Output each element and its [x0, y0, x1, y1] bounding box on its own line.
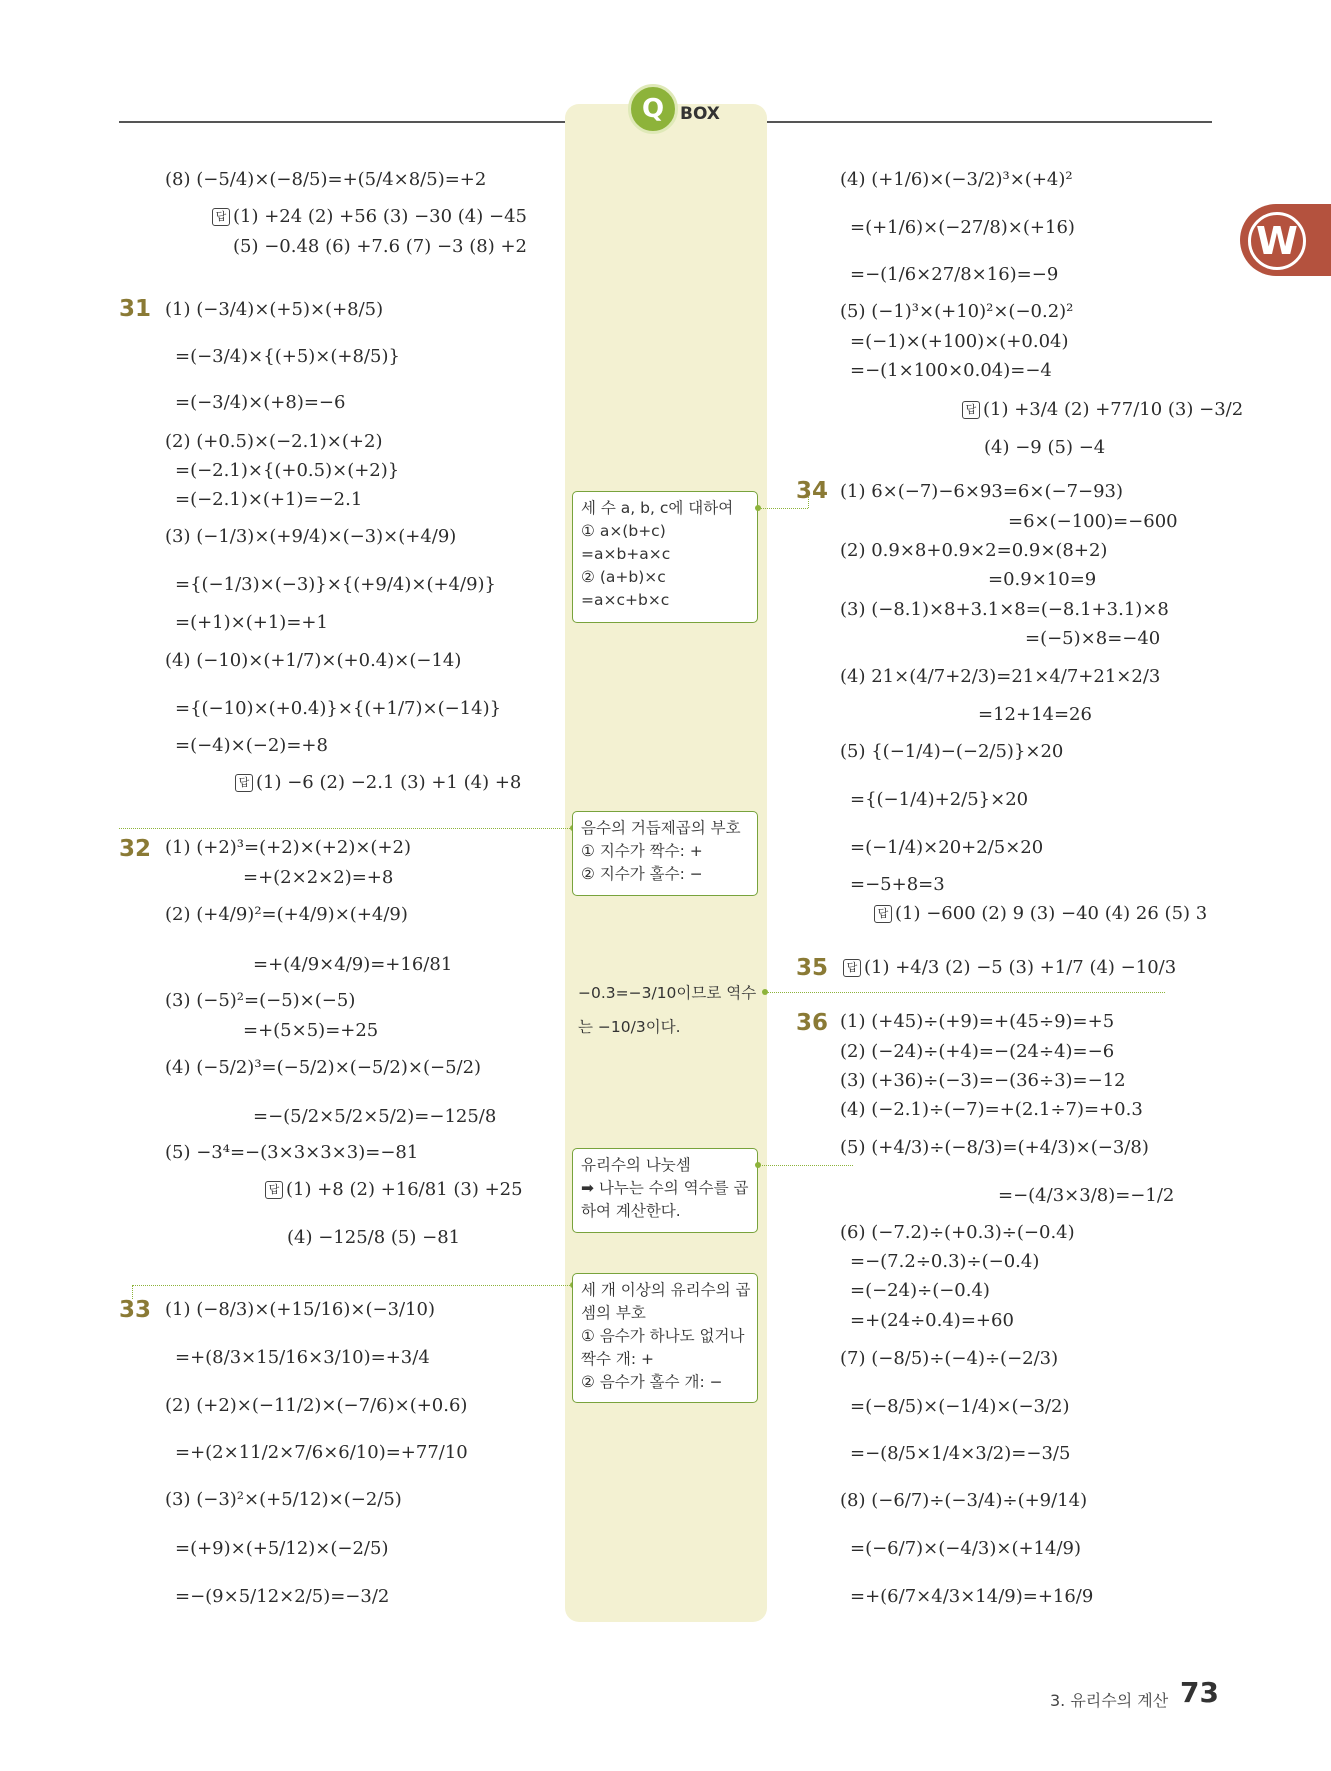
step-line: ={(−1/4)+2/5}×20 — [850, 789, 1029, 810]
step-line: ={(−10)×(+0.4)}×{(+1/7)×(−14)} — [175, 698, 502, 719]
answer-icon: 답 — [843, 959, 861, 977]
answer-30b: (5) −0.48 (6) +7.6 (7) −3 (8) +2 — [233, 236, 527, 257]
step-line: =(−1/4)×20+2/5×20 — [850, 837, 1044, 858]
step-line: =(−3/4)×{(+5)×(+8/5)} — [175, 346, 400, 367]
connector-32 — [119, 828, 572, 829]
note-line: 셈의 부호 — [581, 1304, 646, 1322]
step-line: =(−2.1)×(+1)=−2.1 — [175, 489, 363, 510]
step-line: =(−3/4)×(+8)=−6 — [175, 392, 346, 413]
step-line: (4) 21×(4/7+2/3)=21×4/7+21×2/3 — [840, 666, 1161, 687]
step-line: (3) (−8.1)×8+3.1×8=(−8.1+3.1)×8 — [840, 599, 1169, 620]
step-line: =(+1/6)×(−27/8)×(+16) — [850, 217, 1075, 238]
note-line: ① 지수가 짝수: + — [581, 842, 703, 860]
note-line: ① a×(b+c) — [581, 522, 666, 540]
problem-number-35: 35 — [796, 955, 829, 981]
note-line: ➡ 나누는 수의 역수를 곱 — [581, 1179, 749, 1197]
note-line: ② 지수가 홀수: − — [581, 865, 703, 883]
problem-number-31: 31 — [119, 296, 152, 322]
answer-icon: 답 — [235, 774, 253, 792]
step-line: (7) (−8/5)÷(−4)÷(−2/3) — [840, 1348, 1059, 1369]
step-line: =+(24÷0.4)=+60 — [850, 1310, 1014, 1331]
step-line: =−(4/3×3/8)=−1/2 — [998, 1185, 1175, 1206]
step-line: (4) (−5/2)³=(−5/2)×(−5/2)×(−5/2) — [165, 1057, 482, 1078]
w-badge-icon: W — [1248, 212, 1306, 270]
step-line: =+(8/3×15/16×3/10)=+3/4 — [175, 1347, 430, 1368]
answer-text: (1) −6 (2) −2.1 (3) +1 (4) +8 — [256, 772, 522, 793]
step-line: =(+9)×(+5/12)×(−2/5) — [175, 1538, 389, 1559]
note-line: =a×b+a×c — [581, 545, 671, 563]
note-line: 유리수의 나눗셈 — [581, 1156, 691, 1174]
answer-icon: 답 — [874, 905, 892, 923]
connector-33 — [132, 1285, 572, 1286]
note-line: 하여 계산한다. — [581, 1202, 681, 1220]
answer-text: (1) +24 (2) +56 (3) −30 (4) −45 — [233, 206, 527, 227]
step-line: (3) (−1/3)×(+9/4)×(−3)×(+4/9) — [165, 526, 457, 547]
note-line: 세 개 이상의 유리수의 곱 — [581, 1281, 751, 1299]
answer-text: (1) +3/4 (2) +77/10 (3) −3/2 — [983, 399, 1244, 420]
step-line: =6×(−100)=−600 — [1008, 511, 1178, 532]
connector-33-v — [132, 1285, 133, 1299]
step-line: (1) (+45)÷(+9)=+(45÷9)=+5 — [840, 1011, 1115, 1032]
connector-36 — [758, 1165, 853, 1166]
problem-number-34: 34 — [796, 478, 829, 504]
note-line: ① 음수가 하나도 없거나 — [581, 1327, 745, 1345]
chapter-title: 3. 유리수의 계산 — [1050, 1691, 1169, 1710]
step-line: (8) (−6/7)÷(−3/4)÷(+9/14) — [840, 1490, 1088, 1511]
step-line: (6) (−7.2)÷(+0.3)÷(−0.4) — [840, 1222, 1075, 1243]
problem-number-33: 33 — [119, 1297, 152, 1323]
box-label: BOX — [680, 104, 720, 124]
step-line: (3) (−5)²=(−5)×(−5) — [165, 990, 356, 1011]
step-line: =−(1×100×0.04)=−4 — [850, 360, 1052, 381]
answer-icon: 답 — [962, 401, 980, 419]
answer-33a — [962, 400, 1243, 420]
step-line: (2) (+0.5)×(−2.1)×(+2) — [165, 431, 383, 452]
connector-35 — [765, 992, 1165, 993]
step-line: =(+1)×(+1)=+1 — [175, 612, 328, 633]
step-line: (5) −3⁴=−(3×3×3×3)=−81 — [165, 1142, 419, 1163]
answer-33b: (4) −9 (5) −4 — [984, 437, 1106, 458]
step-line: =(−8/5)×(−1/4)×(−3/2) — [850, 1396, 1070, 1417]
page-number: 73 — [1180, 1676, 1219, 1709]
step-line: =(−4)×(−2)=+8 — [175, 735, 328, 756]
step-line: (5) (+4/3)÷(−8/3)=(+4/3)×(−3/8) — [840, 1137, 1149, 1158]
step-line: =+(2×11/2×7/6×6/10)=+77/10 — [175, 1442, 468, 1463]
step-line: (1) (−8/3)×(+15/16)×(−3/10) — [165, 1299, 436, 1320]
step-line: =0.9×10=9 — [988, 569, 1097, 590]
problem-number-36: 36 — [796, 1010, 829, 1036]
step-line: =(−2.1)×{(+0.5)×(+2)} — [175, 460, 400, 481]
answer-icon: 답 — [265, 1181, 283, 1199]
note-distributive — [572, 491, 758, 623]
step-line: =+(2×2×2)=+8 — [243, 867, 394, 888]
step-line: (3) (+36)÷(−3)=−(36÷3)=−12 — [840, 1070, 1126, 1091]
step-line: =(−6/7)×(−4/3)×(+14/9) — [850, 1538, 1081, 1559]
answer-32b: (4) −125/8 (5) −81 — [287, 1227, 461, 1248]
step-line: =−5+8=3 — [850, 874, 945, 895]
note-line: 세 수 a, b, c에 대하여 — [581, 499, 734, 517]
step-line: =−(7.2÷0.3)÷(−0.4) — [850, 1251, 1040, 1272]
top-rule-left — [119, 121, 565, 123]
top-rule-right — [767, 121, 1212, 123]
step-line: =−(9×5/12×2/5)=−3/2 — [175, 1586, 390, 1607]
step-line: =−(8/5×1/4×3/2)=−3/5 — [850, 1443, 1071, 1464]
answer-text: (1) +4/3 (2) −5 (3) +1/7 (4) −10/3 — [864, 957, 1177, 978]
problem-number-32: 32 — [119, 836, 152, 862]
step-line: =+(5×5)=+25 — [243, 1020, 379, 1041]
note-line: 짝수 개: + — [581, 1350, 654, 1368]
step-line: (4) (−2.1)÷(−7)=+(2.1÷7)=+0.3 — [840, 1099, 1143, 1120]
note-division — [572, 1148, 758, 1233]
note-line: ② (a+b)×c — [581, 568, 666, 586]
step-line: ={(−1/3)×(−3)}×{(+9/4)×(+4/9)} — [175, 574, 497, 595]
section-tab — [1240, 204, 1331, 276]
note-line: ② 음수가 홀수 개: − — [581, 1373, 723, 1391]
step-line: (4) (+1/6)×(−3/2)³×(+4)² — [840, 169, 1073, 190]
step-line: =(−1)×(+100)×(+0.04) — [850, 331, 1069, 352]
note-reciprocal-a: −0.3=−3/10이므로 역수 — [578, 984, 757, 1002]
step-line: (4) (−10)×(+1/7)×(+0.4)×(−14) — [165, 650, 462, 671]
connector-dot — [755, 505, 761, 511]
step-line: (3) (−3)²×(+5/12)×(−2/5) — [165, 1489, 402, 1510]
answer-31 — [235, 773, 521, 793]
note-line: =a×c+b×c — [581, 591, 670, 609]
step-line: =+(4/9×4/9)=+16/81 — [253, 954, 453, 975]
step-line: =−(1/6×27/8×16)=−9 — [850, 264, 1059, 285]
connector-34 — [758, 508, 808, 509]
note-power-sign — [572, 811, 758, 896]
step-line: =12+14=26 — [978, 704, 1092, 725]
answer-35 — [843, 958, 1176, 978]
answer-32a — [265, 1180, 523, 1200]
step-line: (2) (−24)÷(+4)=−(24÷4)=−6 — [840, 1041, 1115, 1062]
step-line: (2) 0.9×8+0.9×2=0.9×(8+2) — [840, 540, 1108, 561]
step-line: (1) 6×(−7)−6×93=6×(−7−93) — [840, 481, 1124, 502]
note-line: 음수의 거듭제곱의 부호 — [581, 819, 741, 837]
step-line: =(−5)×8=−40 — [1025, 628, 1161, 649]
step-line: =−(5/2×5/2×5/2)=−125/8 — [253, 1106, 497, 1127]
answer-34 — [874, 904, 1207, 924]
step-line: (1) (+2)³=(+2)×(+2)×(+2) — [165, 837, 411, 858]
step-line: (1) (−3/4)×(+5)×(+8/5) — [165, 299, 384, 320]
p8-line: (8) (−5/4)×(−8/5)=+(5/4×8/5)=+2 — [165, 169, 487, 190]
note-product-sign — [572, 1273, 758, 1403]
step-line: (2) (+4/9)²=(+4/9)×(+4/9) — [165, 904, 408, 925]
note-reciprocal-b: 는 −10/3이다. — [578, 1018, 681, 1036]
step-line: (2) (+2)×(−11/2)×(−7/6)×(+0.6) — [165, 1395, 468, 1416]
step-line: =(−24)÷(−0.4) — [850, 1280, 990, 1301]
q-badge-icon: Q — [628, 84, 678, 134]
step-line: =+(6/7×4/3×14/9)=+16/9 — [850, 1586, 1094, 1607]
answer-text: (1) +8 (2) +16/81 (3) +25 — [286, 1179, 523, 1200]
answer-text: (1) −600 (2) 9 (3) −40 (4) 26 (5) 3 — [895, 903, 1208, 924]
answer-30a — [212, 207, 527, 227]
step-line: (5) {(−1/4)−(−2/5)}×20 — [840, 741, 1064, 762]
step-line: (5) (−1)³×(+10)²×(−0.2)² — [840, 301, 1074, 322]
answer-icon: 답 — [212, 208, 230, 226]
